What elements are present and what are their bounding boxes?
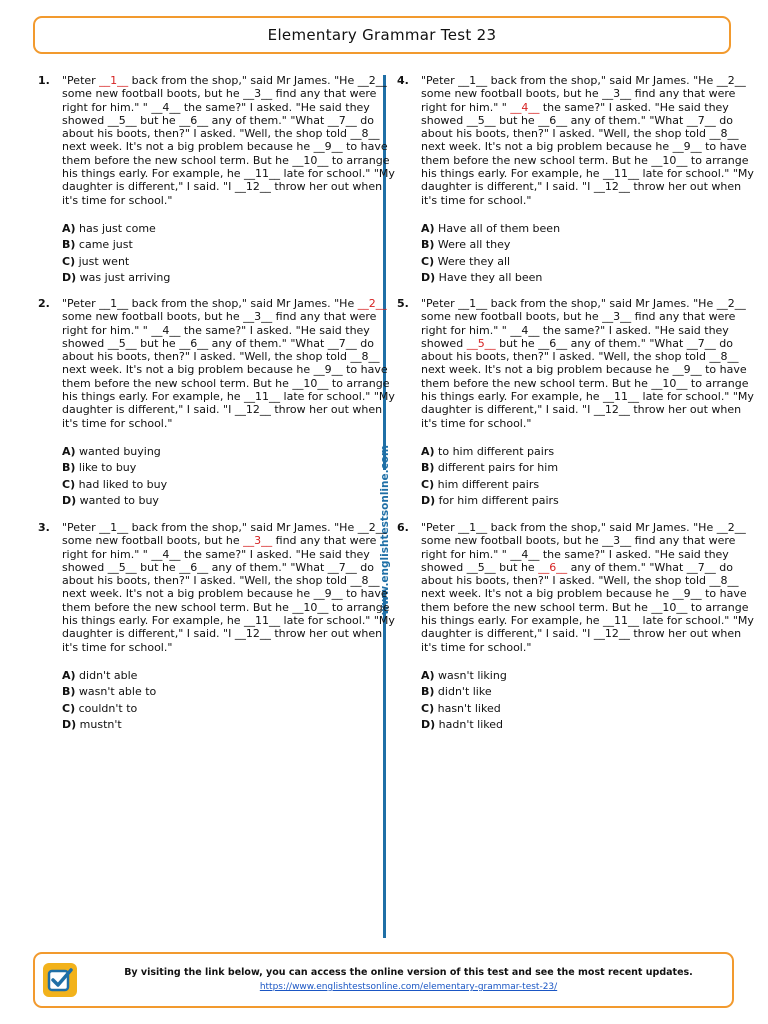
option-letter: D) [421,493,436,507]
option-letter: B) [62,685,76,699]
option-letter: B) [62,461,76,475]
blank: __3__ [602,310,632,324]
passage-text: the same?" I asked. "He said they showed [421,323,729,350]
blank: __1__ [458,521,488,534]
answer-option[interactable] [62,684,398,700]
option-text: has just come [79,221,156,235]
option-letter: A) [421,444,435,458]
question-3 [38,521,398,733]
question-number: 3. [38,521,50,534]
highlighted-blank: __6__ [538,560,568,574]
option-text: wanted to buy [79,493,159,507]
blank: __6__ [179,113,209,127]
blank: __5__ [107,336,137,350]
answer-option[interactable] [62,254,398,270]
option-letter: A) [421,221,435,235]
passage-text: any of them." "What __7__ do about his boots, then?" I asked. "Well, the shop told __8__ next week. It's not a big problem because he __9__ to have them before the new school term. But he __10__ to arrange his things early. For example, he __11__ late for school." "My daughter is different," I said. "I __12__ throw her out when it's time for school." [421,560,754,654]
passage-text: but he [136,560,180,574]
answer-option[interactable] [62,493,398,509]
option-text: wasn't liking [438,668,507,682]
passage-text: some new football boots, but he [421,87,603,101]
option-letter: D) [62,270,77,284]
option-text: couldn't to [78,701,138,715]
option-text: didn't able [79,668,138,682]
option-letter: D) [62,493,77,507]
highlighted-blank: __3__ [243,534,273,548]
passage-text: some new football boots, but he [62,534,244,548]
blank: __4__ [510,547,540,561]
answer-option[interactable] [421,668,757,684]
option-letter: D) [62,717,77,731]
side-link-text[interactable]: www.englishtestsonline.com [379,445,391,615]
blank: "Peter [62,521,100,534]
option-text: him different pairs [437,477,540,491]
option-letter: B) [421,685,435,699]
blank: __1__ [99,297,129,310]
passage-text: any of them." "What __7__ do about his boots, then?" I asked. "Well, the shop told __8__ next week. It's not a big problem because he __9__ to have them before the new school term. But he __10__ to arrange his things early. For example, he __11__ late for school." "My daughter is different," I said. "I __12__ throw her out when it's time for school." [62,113,395,207]
passage-text: some new football boots, but he [421,310,603,324]
question-number: 1. [38,74,50,87]
question-passage [62,74,398,207]
passage-text: but he [136,336,180,350]
option-letter: D) [421,270,436,284]
passage-text: some new football boots, but he [62,87,244,101]
answer-option[interactable] [62,668,398,684]
question-number: 5. [397,297,409,310]
blank: __2__ [357,521,387,534]
answer-option[interactable] [421,237,757,253]
option-text: wasn't able to [78,685,157,699]
answer-option[interactable] [62,444,398,460]
passage-text: some new football boots, but he [62,310,244,324]
option-text: for him different pairs [438,493,559,507]
answer-option[interactable] [62,270,398,286]
passage-text: find any that were right for him." " [421,534,736,561]
passage-text: any of them." "What __7__ do about his boots, then?" I asked. "Well, the shop told __8__ next week. It's not a big problem because he __9__ to have them before the new school term. But he __10__ to arrange his things early. For example, he __11__ late for school." "My daughter is different," I said. "I __12__ throw her out when it's time for school." [421,336,754,430]
option-text: came just [78,238,133,252]
passage-text: back from the shop," said Mr James. "He [487,297,717,310]
blank: __2__ [716,297,746,310]
blank: __3__ [243,310,273,324]
blank: __6__ [538,336,568,350]
passage-text: back from the shop," said Mr James. "He [128,521,358,534]
answer-option[interactable] [421,254,757,270]
option-text: wanted buying [79,444,161,458]
answer-option[interactable] [62,237,398,253]
question-4 [397,74,757,286]
passage-text: some new football boots, but he [421,534,603,548]
question-passage [421,297,757,430]
passage-text: the same?" I asked. "He said they showed [62,547,370,574]
option-letter: C) [421,477,435,491]
question-passage [421,521,757,654]
passage-text: find any that were right for him." " [62,310,377,337]
question-passage [421,74,757,207]
passage-text: back from the shop," said Mr James. "He [128,297,358,310]
passage-text: any of them." "What __7__ do about his boots, then?" I asked. "Well, the shop told __8__ next week. It's not a big problem because he __9__ to have them before the new school term. But he __10__ to arrange his things early. For example, he __11__ late for school." "My daughter is different," I said. "I __12__ throw her out when it's time for school." [62,336,395,430]
option-text: Have all of them been [438,221,561,235]
passage-text: the same?" I asked. "He said they showed [421,100,729,127]
answer-options [62,668,398,733]
answer-option[interactable] [421,460,757,476]
answer-option[interactable] [421,684,757,700]
option-letter: C) [62,701,76,715]
blank: __3__ [602,534,632,548]
question-passage [62,297,398,430]
blank: __1__ [99,521,129,534]
option-text: didn't like [437,685,492,699]
question-number: 4. [397,74,409,87]
footer-text: By visiting the link below, you can access the online version of this test and see the most recent updates. [124,967,693,978]
answer-option[interactable] [62,221,398,237]
question-6 [397,521,757,733]
answer-option[interactable] [421,493,757,509]
option-letter: B) [421,461,435,475]
highlighted-blank: __1__ [99,74,129,87]
answer-options [421,221,757,286]
answer-option[interactable] [62,701,398,717]
option-text: had liked to buy [78,477,168,491]
page-title: Elementary Grammar Test 23 [267,26,497,44]
passage-text: find any that were right for him." " [62,534,377,561]
blank: __3__ [602,87,632,101]
passage-text: any of them." "What __7__ do about his boots, then?" I asked. "Well, the shop told __8__ next week. It's not a big problem because he __9__ to have them before the new school term. But he __10__ to arrange his things early. For example, he __11__ late for school." "My daughter is different," I said. "I __12__ throw her out when it's time for school." [62,560,395,654]
option-letter: B) [421,238,435,252]
blank: "Peter [421,74,459,87]
footer-link[interactable]: https://www.englishtestsonline.com/elementary-grammar-test-23/ [259,982,558,992]
blank: __2__ [716,74,746,87]
footer-box [33,952,734,1008]
passage-text: any of them." "What __7__ do about his boots, then?" I asked. "Well, the shop told __8__ next week. It's not a big problem because he __9__ to have them before the new school term. But he __10__ to arrange his things early. For example, he __11__ late for school." "My daughter is different," I said. "I __12__ throw her out when it's time for school." [421,113,754,207]
passage-text: but he [495,336,539,350]
passage-text: find any that were right for him." " [421,310,736,337]
passage-text: but he [495,113,539,127]
blank: __4__ [151,100,181,114]
answer-options [62,444,398,509]
blank: __5__ [466,560,496,574]
option-text: to him different pairs [438,444,555,458]
blank: __6__ [179,560,209,574]
option-letter: A) [62,444,76,458]
question-1 [38,74,398,286]
highlighted-blank: __5__ [466,336,496,350]
option-letter: A) [421,668,435,682]
answer-option[interactable] [62,717,398,733]
question-number: 6. [397,521,409,534]
blank: "Peter [62,297,100,310]
answer-option[interactable] [421,444,757,460]
blank: __2__ [357,74,387,87]
option-text: Were they all [437,254,511,268]
passage-text: but he [495,560,539,574]
checkbox-check-icon [43,963,77,997]
option-letter: C) [62,254,76,268]
question-2 [38,297,398,509]
blank: "Peter [421,521,459,534]
option-letter: A) [62,668,76,682]
answer-option[interactable] [421,270,757,286]
blank: __4__ [151,323,181,337]
blank: __3__ [243,87,273,101]
blank: __6__ [179,336,209,350]
option-letter: C) [421,701,435,715]
option-letter: B) [62,238,76,252]
passage-text: the same?" I asked. "He said they showed [62,323,370,350]
answer-option[interactable] [62,460,398,476]
question-passage [62,521,398,654]
passage-text: the same?" I asked. "He said they showed [62,100,370,127]
blank: __1__ [458,74,488,87]
answer-options [421,444,757,509]
passage-text: find any that were right for him." " [421,87,736,114]
answer-options [421,668,757,733]
option-letter: A) [62,221,76,235]
option-letter: C) [421,254,435,268]
option-letter: D) [421,717,436,731]
blank: __5__ [107,560,137,574]
question-5 [397,297,757,509]
option-text: Were all they [437,238,511,252]
option-text: Have they all been [438,270,543,284]
passage-text: but he [136,113,180,127]
blank: __4__ [151,547,181,561]
blank: __1__ [458,297,488,310]
answer-option[interactable] [421,717,757,733]
passage-text: back from the shop," said Mr James. "He [487,74,717,87]
passage-text: back from the shop," said Mr James. "He [128,74,358,87]
option-text: like to buy [78,461,137,475]
option-text: just went [78,254,130,268]
passage-text: the same?" I asked. "He said they showed [421,547,729,574]
blank: __6__ [538,113,568,127]
answer-option[interactable] [421,701,757,717]
title-box [33,16,731,54]
option-text: different pairs for him [437,461,559,475]
highlighted-blank: __4__ [510,100,540,114]
blank: __4__ [510,323,540,337]
blank: __5__ [466,113,496,127]
highlighted-blank: __2__ [357,297,387,310]
blank: __2__ [716,521,746,534]
option-letter: C) [62,477,76,491]
option-text: was just arriving [79,270,171,284]
blank: "Peter [421,297,459,310]
answer-option[interactable] [421,477,757,493]
option-text: mustn't [79,717,122,731]
question-number: 2. [38,297,50,310]
option-text: hadn't liked [438,717,504,731]
passage-text: back from the shop," said Mr James. "He [487,521,717,534]
answer-option[interactable] [62,477,398,493]
blank: __5__ [107,113,137,127]
passage-text: find any that were right for him." " [62,87,377,114]
answer-option[interactable] [421,221,757,237]
option-text: hasn't liked [437,701,501,715]
blank: "Peter [62,74,100,87]
answer-options [62,221,398,286]
